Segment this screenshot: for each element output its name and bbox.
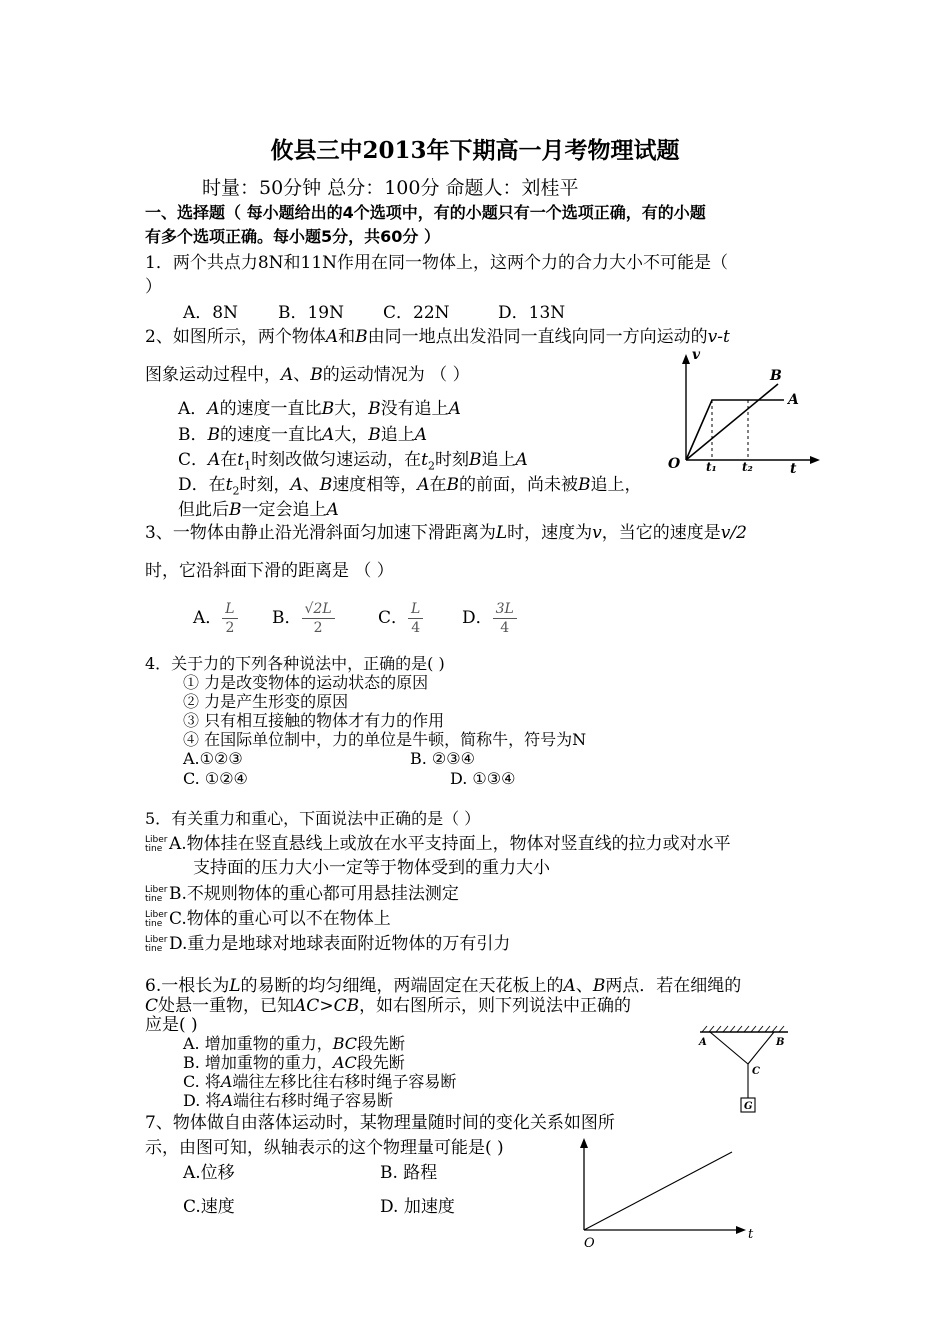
q3-option-a: A． $\frac{L}{2}$ [193, 598, 238, 638]
q7-option-c: C.速度 [183, 1197, 235, 1217]
q1-option-c: C．22N [383, 303, 450, 323]
q4-item-4: ④ 在国际单位制中，力的单位是牛顿，简称牛，符号为N [183, 730, 587, 749]
q5-option-b: Liber tine B.不规则物体的重心都可用悬挂法测定 [145, 884, 459, 904]
vt-line-b [686, 384, 778, 460]
q6-option-c: C. 将A端往左移比往右移时绳子容易断 [183, 1072, 457, 1091]
q7-stem-line1: 7、物体做自由落体运动时，某物理量随时间的变化关系如图所 [145, 1113, 615, 1133]
q6-option-a: A. 增加重物的重力，BC段先断 [183, 1034, 406, 1053]
vt-origin: O [668, 456, 681, 472]
q3-option-d: D． $\frac{3L}{4}$ [462, 598, 517, 638]
vt-label-b: B [770, 368, 782, 384]
q3-option-b: B． $\frac{√2L}{2}$ [272, 598, 335, 638]
fig-label-c: C [752, 1066, 760, 1077]
q3-stem-line1: 3、一物体由静止沿光滑斜面匀加速下滑距离为L时，速度为v，当它的速度是v/2 [145, 523, 747, 543]
rope-ac [710, 1032, 748, 1064]
vt-x-label: t [790, 461, 797, 477]
exam-info: 时量：50分钟 总分：100分 命题人：刘桂平 [202, 177, 579, 199]
q1-option-d: D．13N [498, 303, 566, 323]
q2-stem-line1: 2、如图所示，两个物体A和B由同一地点出发沿同一直线向同一方向运动的v-t [145, 327, 730, 347]
q5-option-a: Liber tine A.物体挂在竖直悬线上或放在水平支持面上，物体对竖直线的拉力或对水平 [145, 834, 731, 854]
q7-stem-line2: 示，由图可知，纵轴表示的这个物理量可能是( ) [145, 1138, 504, 1158]
q5-marker-a: Liber tine [145, 834, 168, 854]
q7-graph [572, 1132, 762, 1252]
section-heading-line1: 一、选择题（ 每小题给出的4个选项中，有的小题只有一个选项正确，有的小题 [145, 203, 706, 222]
q4-option-b: B. ②③④ [410, 749, 475, 768]
q3-frac-d: $\frac{3L}{4}$ [493, 600, 517, 637]
q1-stem-end: ） [145, 277, 162, 297]
q7-y-arrow [580, 1138, 588, 1148]
rope-cb [748, 1032, 774, 1064]
vt-tick-t2: t₂ [742, 460, 753, 474]
ceiling-hatch [702, 1026, 784, 1032]
q7-x-label: t [748, 1227, 754, 1242]
q6-stem-line1: 6.一根长为L的易断的均匀细绳，两端固定在天花板上的A、B两点．若在细绳的 [145, 976, 742, 996]
q1-option-b: B．19N [278, 303, 344, 323]
q6-option-d: D. 将A端往右移时绳子容易断 [183, 1091, 394, 1110]
q4-stem: 4．关于力的下列各种说法中，正确的是( ) [145, 654, 445, 673]
q7-option-a: A.位移 [183, 1163, 235, 1183]
q6-stem-line2: C处悬一重物，已知AC>CB，如右图所示，则下列说法中正确的 [145, 996, 632, 1016]
section-heading-line2: 有多个选项正确。每小题5分，共60分 ） [145, 227, 440, 246]
q2-option-c: C．A在$t_1$时刻改做匀速运动，在$t_2$时刻B追上A [178, 450, 528, 473]
q7-origin: O [584, 1236, 595, 1251]
q5-stem: 5．有关重力和重心，下面说法中正确的是（ ） [145, 809, 481, 828]
fig-label-g: G [744, 1101, 753, 1112]
q7-option-d: D. 加速度 [380, 1197, 455, 1217]
q5-option-a-line2: 支持面的压力大小一定等于物体受到的重力大小 [193, 858, 550, 878]
q5-option-d: Liber tine D.重力是地球对地球表面附近物体的万有引力 [145, 934, 511, 954]
vt-y-arrow [682, 354, 690, 364]
q3-frac-b: $\frac{√2L}{2}$ [302, 600, 335, 637]
q3-option-c: C． $\frac{L}{4}$ [378, 598, 423, 638]
q4-item-2: ② 力是产生形变的原因 [183, 692, 349, 711]
q2-vt-graph [660, 340, 825, 480]
q2-option-d-line2: 但此后B一定会追上A [178, 500, 339, 520]
q6-stem-line3: 应是( ) [145, 1015, 198, 1035]
vt-label-a: A [788, 392, 799, 408]
vt-line-a [686, 400, 784, 460]
q5-marker-b: Liber tine [145, 884, 168, 904]
q4-option-c: C. ①②④ [183, 769, 248, 788]
vt-x-arrow [810, 456, 820, 464]
q6-option-b: B. 增加重物的重力，AC段先断 [183, 1053, 405, 1072]
q2-option-a: A．A的速度一直比B大，B没有追上A [178, 399, 461, 419]
q7-data-line [584, 1152, 732, 1230]
q2-option-b: B．B的速度一直比A大，B追上A [178, 425, 428, 445]
q5-marker-d: Liber tine [145, 934, 168, 954]
q7-option-b: B. 路程 [380, 1163, 438, 1183]
q1-option-a: A．8N [183, 303, 238, 323]
q2-stem-line2: 图象运动过程中，A、B的运动情况为 （ ） [145, 365, 470, 385]
q4-option-d: D. ①③④ [450, 769, 516, 788]
q1-stem: 1．两个共点力8N和11N作用在同一物体上，这两个力的合力大小不可能是（ [145, 253, 729, 273]
vt-tick-t1: t₁ [706, 460, 717, 474]
fig-label-b: B [776, 1037, 785, 1048]
q4-item-3: ③ 只有相互接触的物体才有力的作用 [183, 711, 445, 730]
q5-option-c: Liber tine C.物体的重心可以不在物体上 [145, 909, 391, 929]
q5-marker-c: Liber tine [145, 909, 168, 929]
q4-item-1: ① 力是改变物体的运动状态的原因 [183, 673, 429, 692]
page-title: 攸县三中2013年下期高一月考物理试题 [270, 137, 680, 164]
fig-label-a: A [699, 1037, 707, 1048]
vt-y-label: v [692, 347, 701, 363]
q7-x-arrow [736, 1226, 746, 1234]
q6-rope-figure [696, 1022, 796, 1120]
q2-option-d: D．在$t_2$时刻，A、B速度相等，A在B的前面，尚未被B追上， [178, 475, 642, 498]
q3-frac-c: $\frac{L}{4}$ [408, 600, 423, 637]
q3-stem-line2: 时，它沿斜面下滑的距离是 （ ） [145, 561, 394, 581]
q4-option-a: A.①②③ [183, 749, 243, 768]
q3-frac-a: $\frac{L}{2}$ [222, 600, 237, 637]
